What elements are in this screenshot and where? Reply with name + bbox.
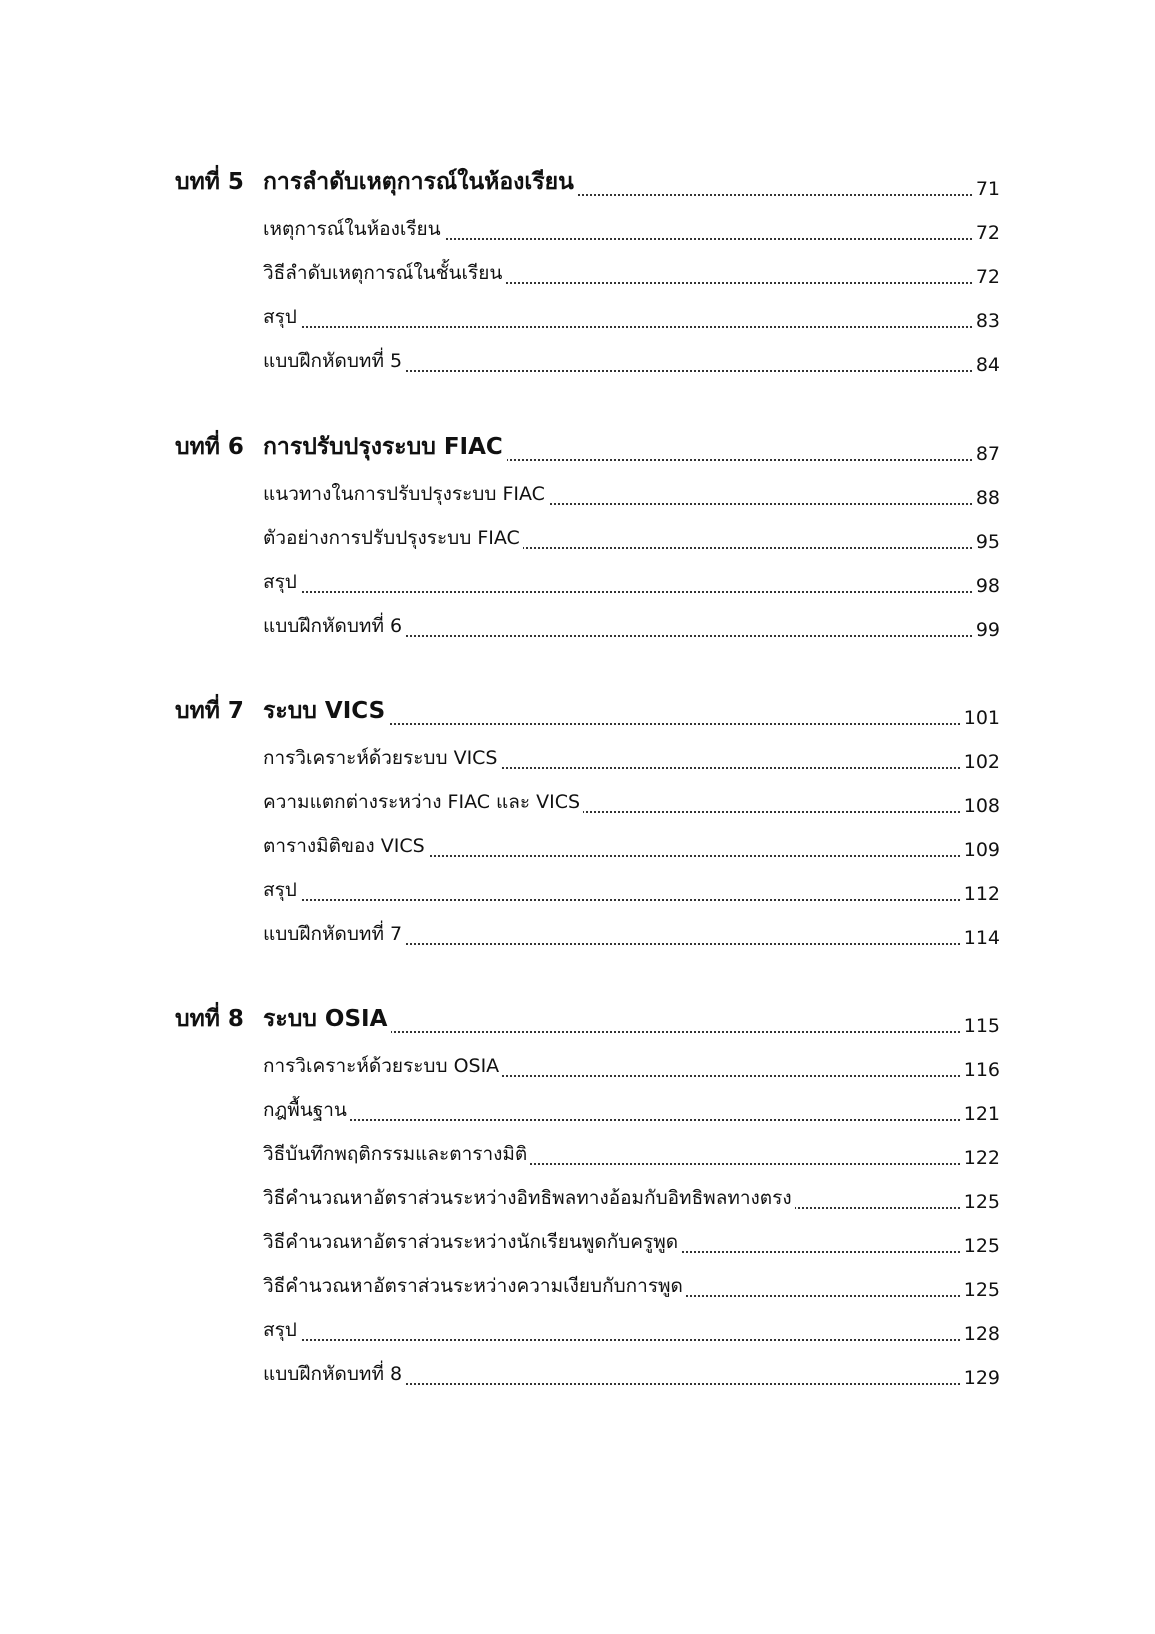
entry-title: เหตุการณ์ในห้องเรียน xyxy=(263,214,444,244)
toc-entry[interactable] xyxy=(0,569,1155,601)
toc-entry[interactable] xyxy=(0,745,1155,777)
dot-leader xyxy=(263,1339,1000,1341)
page-number: 88 xyxy=(973,487,1000,509)
entry-title: แนวทางในการปรับปรุงระบบ FIAC xyxy=(263,479,548,509)
page-number: 122 xyxy=(961,1147,1000,1169)
entry-title: สรุป xyxy=(263,302,300,332)
page-number: 72 xyxy=(973,222,1000,244)
page-number: 112 xyxy=(961,883,1000,905)
toc-entry[interactable] xyxy=(0,1097,1155,1129)
chapter-number: บทที่ 8 xyxy=(175,1006,244,1032)
chapter-title: การปรับปรุงระบบ FIAC xyxy=(263,429,507,465)
entry-title: ความแตกต่างระหว่าง FIAC และ VICS xyxy=(263,787,583,817)
entry-title: วิธีบันทึกพฤติกรรมและตารางมิติ xyxy=(263,1139,530,1169)
toc-entry[interactable] xyxy=(0,1317,1155,1349)
page-number: 109 xyxy=(961,839,1000,861)
toc-entry[interactable] xyxy=(0,1053,1155,1085)
toc-entry[interactable] xyxy=(0,921,1155,953)
chapter-heading[interactable] xyxy=(0,434,1155,469)
page-number: 99 xyxy=(973,619,1000,641)
toc-entry[interactable] xyxy=(0,1361,1155,1393)
chapter-title: ระบบ OSIA xyxy=(263,1001,391,1037)
toc-entry[interactable] xyxy=(0,304,1155,336)
page-number: 125 xyxy=(961,1235,1000,1257)
dot-leader xyxy=(263,591,1000,593)
toc-entry[interactable] xyxy=(0,1185,1155,1217)
entry-title: วิธีคำนวณหาอัตราส่วนระหว่างอิทธิพลทางอ้อมกับอิทธิพลทางตรง xyxy=(263,1183,795,1213)
page-number: 98 xyxy=(973,575,1000,597)
toc-entry[interactable] xyxy=(0,481,1155,513)
entry-title: สรุป xyxy=(263,567,300,597)
chapter-heading[interactable] xyxy=(0,1006,1155,1041)
toc-entry[interactable] xyxy=(0,260,1155,292)
page-number: 95 xyxy=(973,531,1000,553)
page-number: 72 xyxy=(973,266,1000,288)
page-number: 87 xyxy=(973,443,1000,465)
entry-title: แบบฝึกหัดบทที่ 5 xyxy=(263,346,405,376)
page-number: 108 xyxy=(961,795,1000,817)
entry-title: ตัวอย่างการปรับปรุงระบบ FIAC xyxy=(263,523,523,553)
toc-entry[interactable] xyxy=(0,216,1155,248)
entry-title: กฎพื้นฐาน xyxy=(263,1095,350,1125)
entry-title: วิธีคำนวณหาอัตราส่วนระหว่างนักเรียนพูดกับครูพูด xyxy=(263,1227,681,1257)
entry-title: แบบฝึกหัดบทที่ 8 xyxy=(263,1359,405,1389)
entry-title: ตารางมิติของ VICS xyxy=(263,831,428,861)
toc-entry[interactable] xyxy=(0,877,1155,909)
page-number: 116 xyxy=(961,1059,1000,1081)
toc-entry[interactable] xyxy=(0,1229,1155,1261)
toc-entry[interactable] xyxy=(0,789,1155,821)
chapter-number: บทที่ 7 xyxy=(175,698,244,724)
toc-entry[interactable] xyxy=(0,1273,1155,1305)
chapter-heading[interactable] xyxy=(0,169,1155,204)
chapter-number: บทที่ 5 xyxy=(175,169,244,195)
page-number: 125 xyxy=(961,1191,1000,1213)
dot-leader xyxy=(263,326,1000,328)
toc-entry[interactable] xyxy=(0,613,1155,645)
toc-entry[interactable] xyxy=(0,525,1155,557)
entry-title: สรุป xyxy=(263,1315,300,1345)
entry-title: แบบฝึกหัดบทที่ 6 xyxy=(263,611,405,641)
page-number: 114 xyxy=(961,927,1000,949)
entry-title: แบบฝึกหัดบทที่ 7 xyxy=(263,919,405,949)
dot-leader xyxy=(263,1119,1000,1121)
chapter-title: การลำดับเหตุการณ์ในห้องเรียน xyxy=(263,164,578,200)
page-number: 128 xyxy=(961,1323,1000,1345)
page-number: 102 xyxy=(961,751,1000,773)
page-number: 125 xyxy=(961,1279,1000,1301)
toc-entry[interactable] xyxy=(0,348,1155,380)
chapter-number: บทที่ 6 xyxy=(175,434,244,460)
toc-entry[interactable] xyxy=(0,1141,1155,1173)
page-number: 83 xyxy=(973,310,1000,332)
page-number: 84 xyxy=(973,354,1000,376)
dot-leader xyxy=(263,899,1000,901)
toc-entry[interactable] xyxy=(0,833,1155,865)
entry-title: การวิเคราะห์ด้วยระบบ VICS xyxy=(263,743,501,773)
page-number: 121 xyxy=(961,1103,1000,1125)
entry-title: การวิเคราะห์ด้วยระบบ OSIA xyxy=(263,1051,502,1081)
page-number: 115 xyxy=(961,1015,1000,1037)
chapter-heading[interactable] xyxy=(0,698,1155,733)
entry-title: วิธีคำนวณหาอัตราส่วนระหว่างความเงียบกับการพูด xyxy=(263,1271,686,1301)
entry-title: สรุป xyxy=(263,875,300,905)
page-number: 101 xyxy=(961,707,1000,729)
page-number: 129 xyxy=(961,1367,1000,1389)
entry-title: วิธีลำดับเหตุการณ์ในชั้นเรียน xyxy=(263,258,505,288)
page-number: 71 xyxy=(973,178,1000,200)
chapter-title: ระบบ VICS xyxy=(263,693,389,729)
